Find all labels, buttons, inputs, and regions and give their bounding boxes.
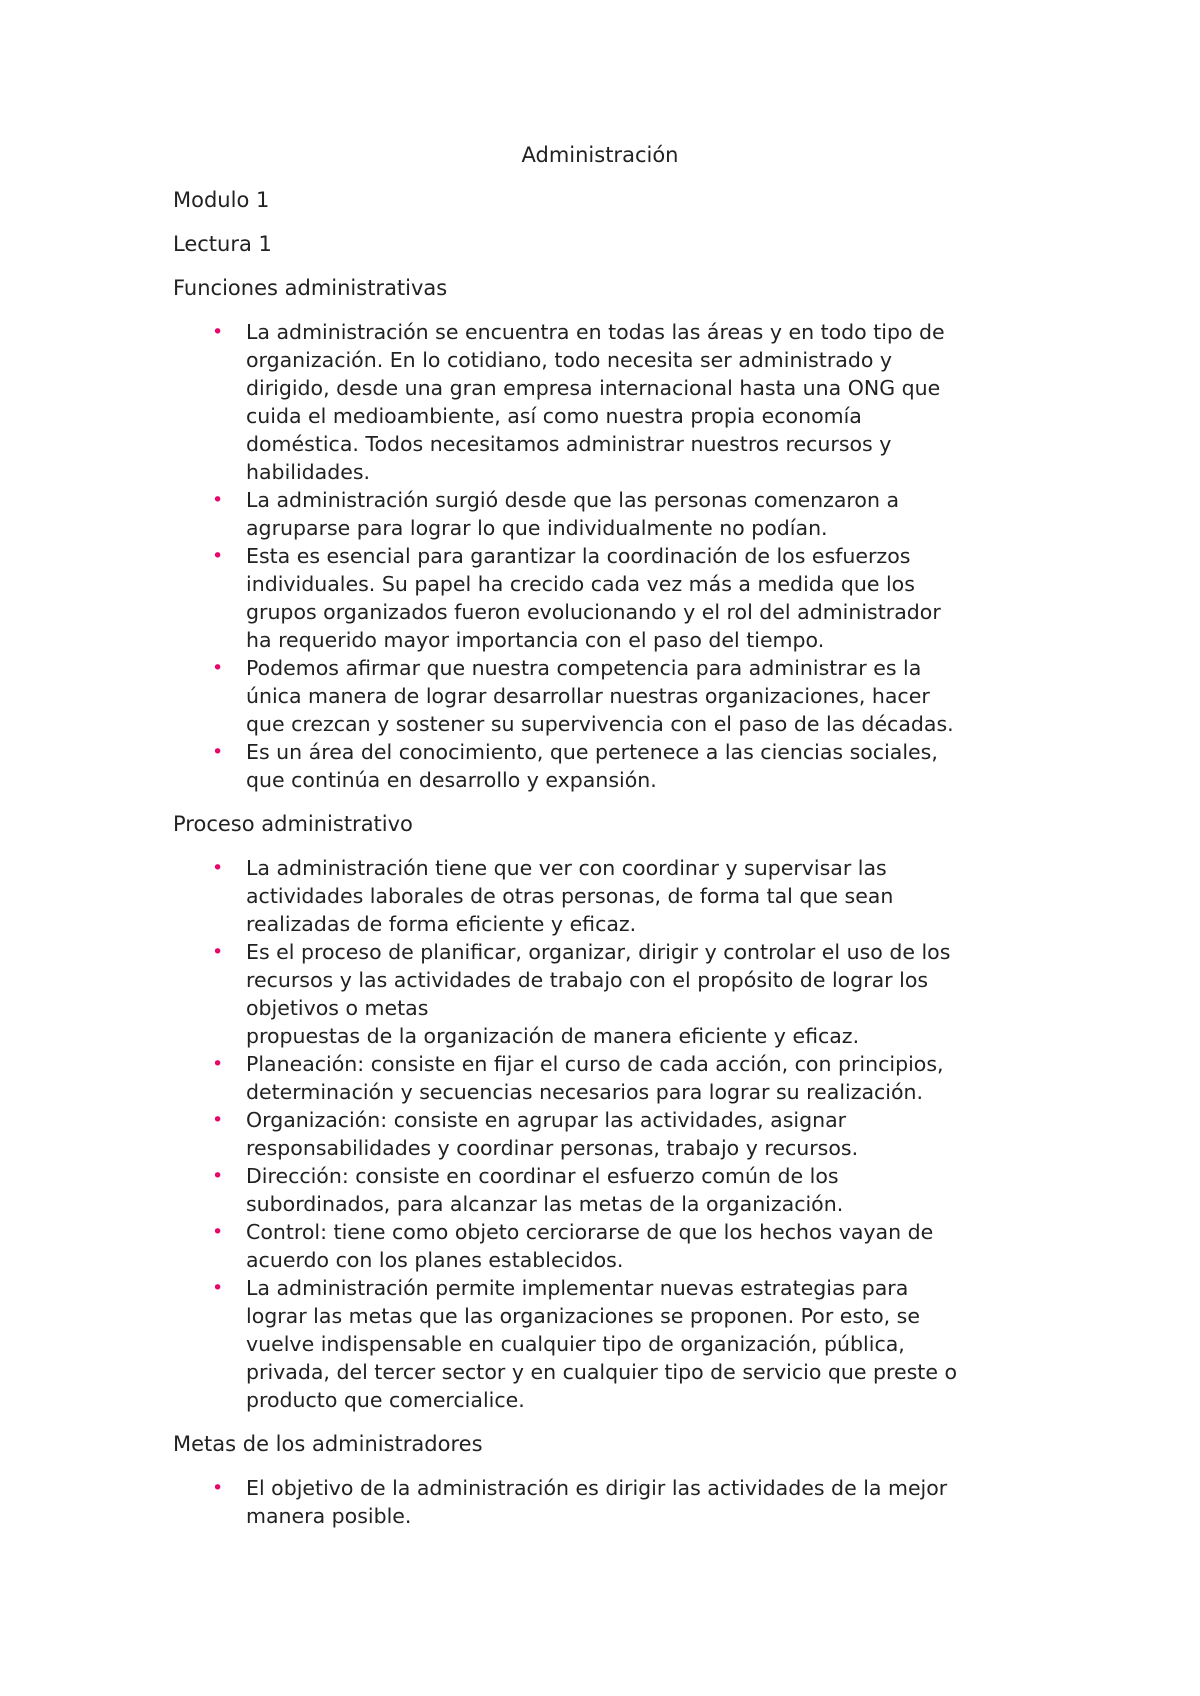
bullet-list [173,1474,1033,1530]
text-line: responsabilidades y coordinar personas, trabajo y recursos. [246,1136,859,1160]
bullet-list [173,318,1033,794]
bullet-icon: • [212,321,224,343]
text-line: que crezcan y sostener su supervivencia con el paso de las décadas. [246,712,954,736]
bullet-icon: • [212,1165,224,1187]
bullet-icon: • [212,489,224,511]
bullet-icon: • [212,741,224,763]
text-line: La administración se encuentra en todas las áreas y en todo tipo de [246,320,945,344]
bullet-list [173,854,1033,1414]
bullet-icon: • [212,657,224,679]
list-item [173,1274,1033,1414]
text-line: organización. En lo cotidiano, todo necesita ser administrado y [246,348,893,372]
text-line: vuelve indispensable en cualquier tipo de organización, pública, [246,1332,905,1356]
text-line: objetivos o metas [246,996,429,1020]
bullet-icon: • [212,1109,224,1131]
text-line: determinación y secuencias necesarios para lograr su realización. [246,1080,924,1104]
list-item [173,318,1033,486]
lecture-label: Lectura 1 [173,232,272,256]
text-line: que continúa en desarrollo y expansión. [246,768,657,792]
list-item [173,1162,1033,1218]
text-line: La administración surgió desde que las personas comenzaron a [246,488,900,512]
text-line: grupos organizados fueron evolucionando y el rol del administrador [246,600,941,624]
list-item [173,1106,1033,1162]
bullet-icon: • [212,857,224,879]
text-line: ha requerido mayor importancia con el paso del tiempo. [246,628,825,652]
document-body [173,186,1033,1546]
bullet-icon: • [212,1477,224,1499]
list-item [173,654,1033,738]
text-line: Control: tiene como objeto cerciorarse de que los hechos vayan de [246,1220,934,1244]
list-item [173,854,1033,938]
document-title: Administración [521,143,679,167]
bullet-icon: • [212,545,224,567]
text-line: recursos y las actividades de trabajo con el propósito de lograr los [246,968,929,992]
bullet-icon: • [212,1221,224,1243]
list-item [173,1050,1033,1106]
section-heading: Metas de los administradores [173,1432,483,1456]
text-line: La administración permite implementar nuevas estrategias para [246,1276,909,1300]
text-line: subordinados, para alcanzar las metas de la organización. [246,1192,844,1216]
list-item [173,938,1033,1050]
sections-container [173,274,1033,1530]
bullet-icon: • [212,1053,224,1075]
list-item [173,1218,1033,1274]
text-line: Es el proceso de planificar, organizar, dirigir y controlar el uso de los [246,940,951,964]
section-heading: Funciones administrativas [173,276,448,300]
module-label: Modulo 1 [173,188,270,212]
text-line: doméstica. Todos necesitamos administrar nuestros recursos y [246,432,892,456]
text-line: agruparse para lograr lo que individualmente no podían. [246,516,828,540]
text-line: privada, del tercer sector y en cualquier tipo de servicio que preste o [246,1360,958,1384]
text-line: lograr las metas que las organizaciones se proponen. Por esto, se [246,1304,920,1328]
text-line: Planeación: consiste en fijar el curso de cada acción, con principios, [246,1052,944,1076]
text-line: dirigido, desde una gran empresa internacional hasta una ONG que [246,376,941,400]
text-line: cuida el medioambiente, así como nuestra propia economía [246,404,862,428]
list-item [173,542,1033,654]
text-line: actividades laborales de otras personas, de forma tal que sean [246,884,894,908]
list-item [173,1474,1033,1530]
text-line: acuerdo con los planes establecidos. [246,1248,624,1272]
text-line: única manera de lograr desarrollar nuestras organizaciones, hacer [246,684,930,708]
text-line: Es un área del conocimiento, que pertenece a las ciencias sociales, [246,740,938,764]
text-line: Podemos afirmar que nuestra competencia para administrar es la [246,656,922,680]
text-line: Dirección: consiste en coordinar el esfuerzo común de los [246,1164,839,1188]
list-item [173,486,1033,542]
text-line: producto que comercialice. [246,1388,525,1412]
text-line: El objetivo de la administración es dirigir las actividades de la mejor [246,1476,948,1500]
text-line: Organización: consiste en agrupar las actividades, asignar [246,1108,847,1132]
text-line: propuestas de la organización de manera eficiente y eficaz. [246,1024,860,1048]
text-line: La administración tiene que ver con coordinar y supervisar las [246,856,887,880]
text-line: individuales. Su papel ha crecido cada vez más a medida que los [246,572,915,596]
bullet-icon: • [212,1277,224,1299]
section-heading: Proceso administrativo [173,812,413,836]
text-line: realizadas de forma eficiente y eficaz. [246,912,637,936]
text-line: Esta es esencial para garantizar la coordinación de los esfuerzos [246,544,911,568]
bullet-icon: • [212,941,224,963]
text-line: habilidades. [246,460,371,484]
list-item [173,738,1033,794]
text-line: manera posible. [246,1504,412,1528]
